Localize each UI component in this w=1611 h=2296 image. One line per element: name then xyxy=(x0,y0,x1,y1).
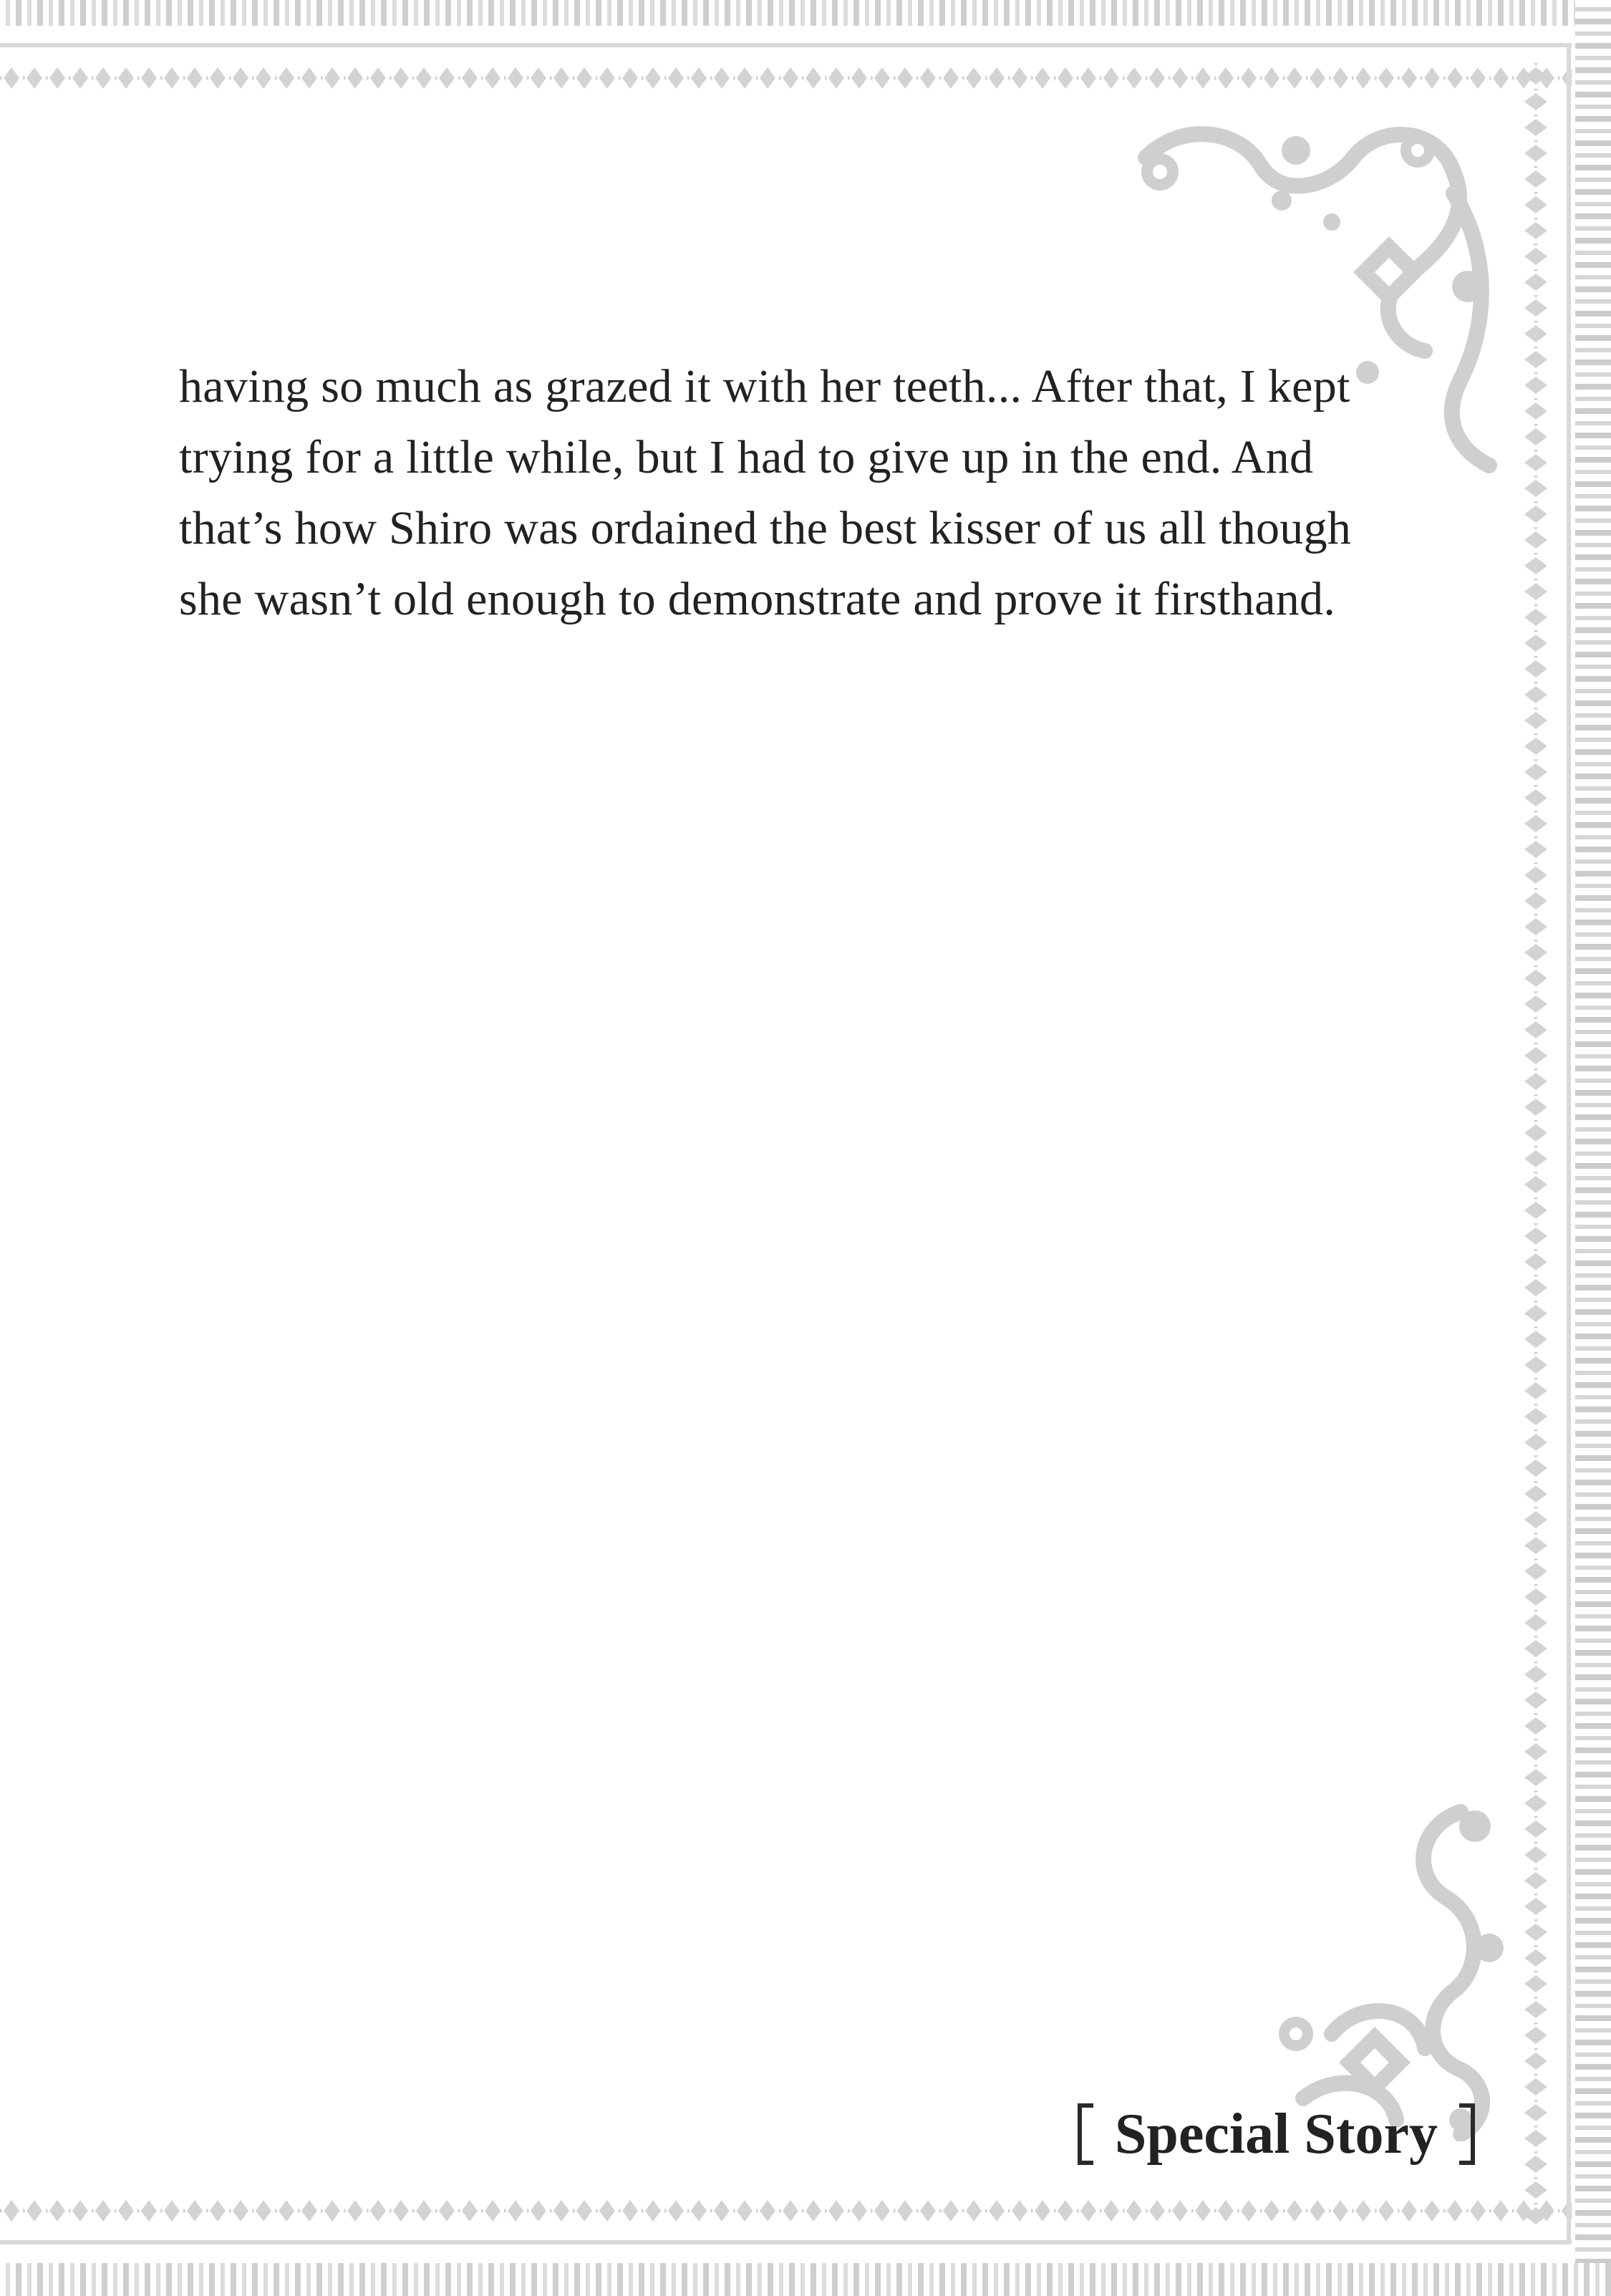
frame-line-bottom xyxy=(0,2240,1572,2244)
right-inner-border xyxy=(1514,63,1557,2226)
story-text-line: having so much as grazed it with her teeth... After that, I kept xyxy=(179,360,1350,413)
left-bracket-icon xyxy=(1078,2103,1093,2165)
section-label-text: Special Story xyxy=(1114,2102,1438,2166)
right-outer-border xyxy=(1575,0,1611,2296)
story-text-line: she wasn’t old enough to demonstrate and prove it firsthand. xyxy=(179,573,1336,625)
frame-line-top xyxy=(0,43,1572,47)
filigree-corner-ornament-bottom-icon xyxy=(1246,1798,1518,2141)
story-text-line: that’s how Shiro was ordained the best kisser of us all though xyxy=(179,502,1352,554)
top-outer-border xyxy=(0,0,1611,26)
story-text xyxy=(179,351,1439,635)
bottom-inner-border xyxy=(0,2196,1572,2226)
top-inner-border xyxy=(0,63,1572,93)
section-label xyxy=(1078,2095,1475,2174)
frame-line-right xyxy=(1567,43,1571,2244)
bottom-outer-border xyxy=(0,2263,1611,2296)
story-text-line: trying for a little while, but I had to give up in the end. And xyxy=(179,431,1314,483)
right-bracket-icon xyxy=(1459,2103,1475,2165)
